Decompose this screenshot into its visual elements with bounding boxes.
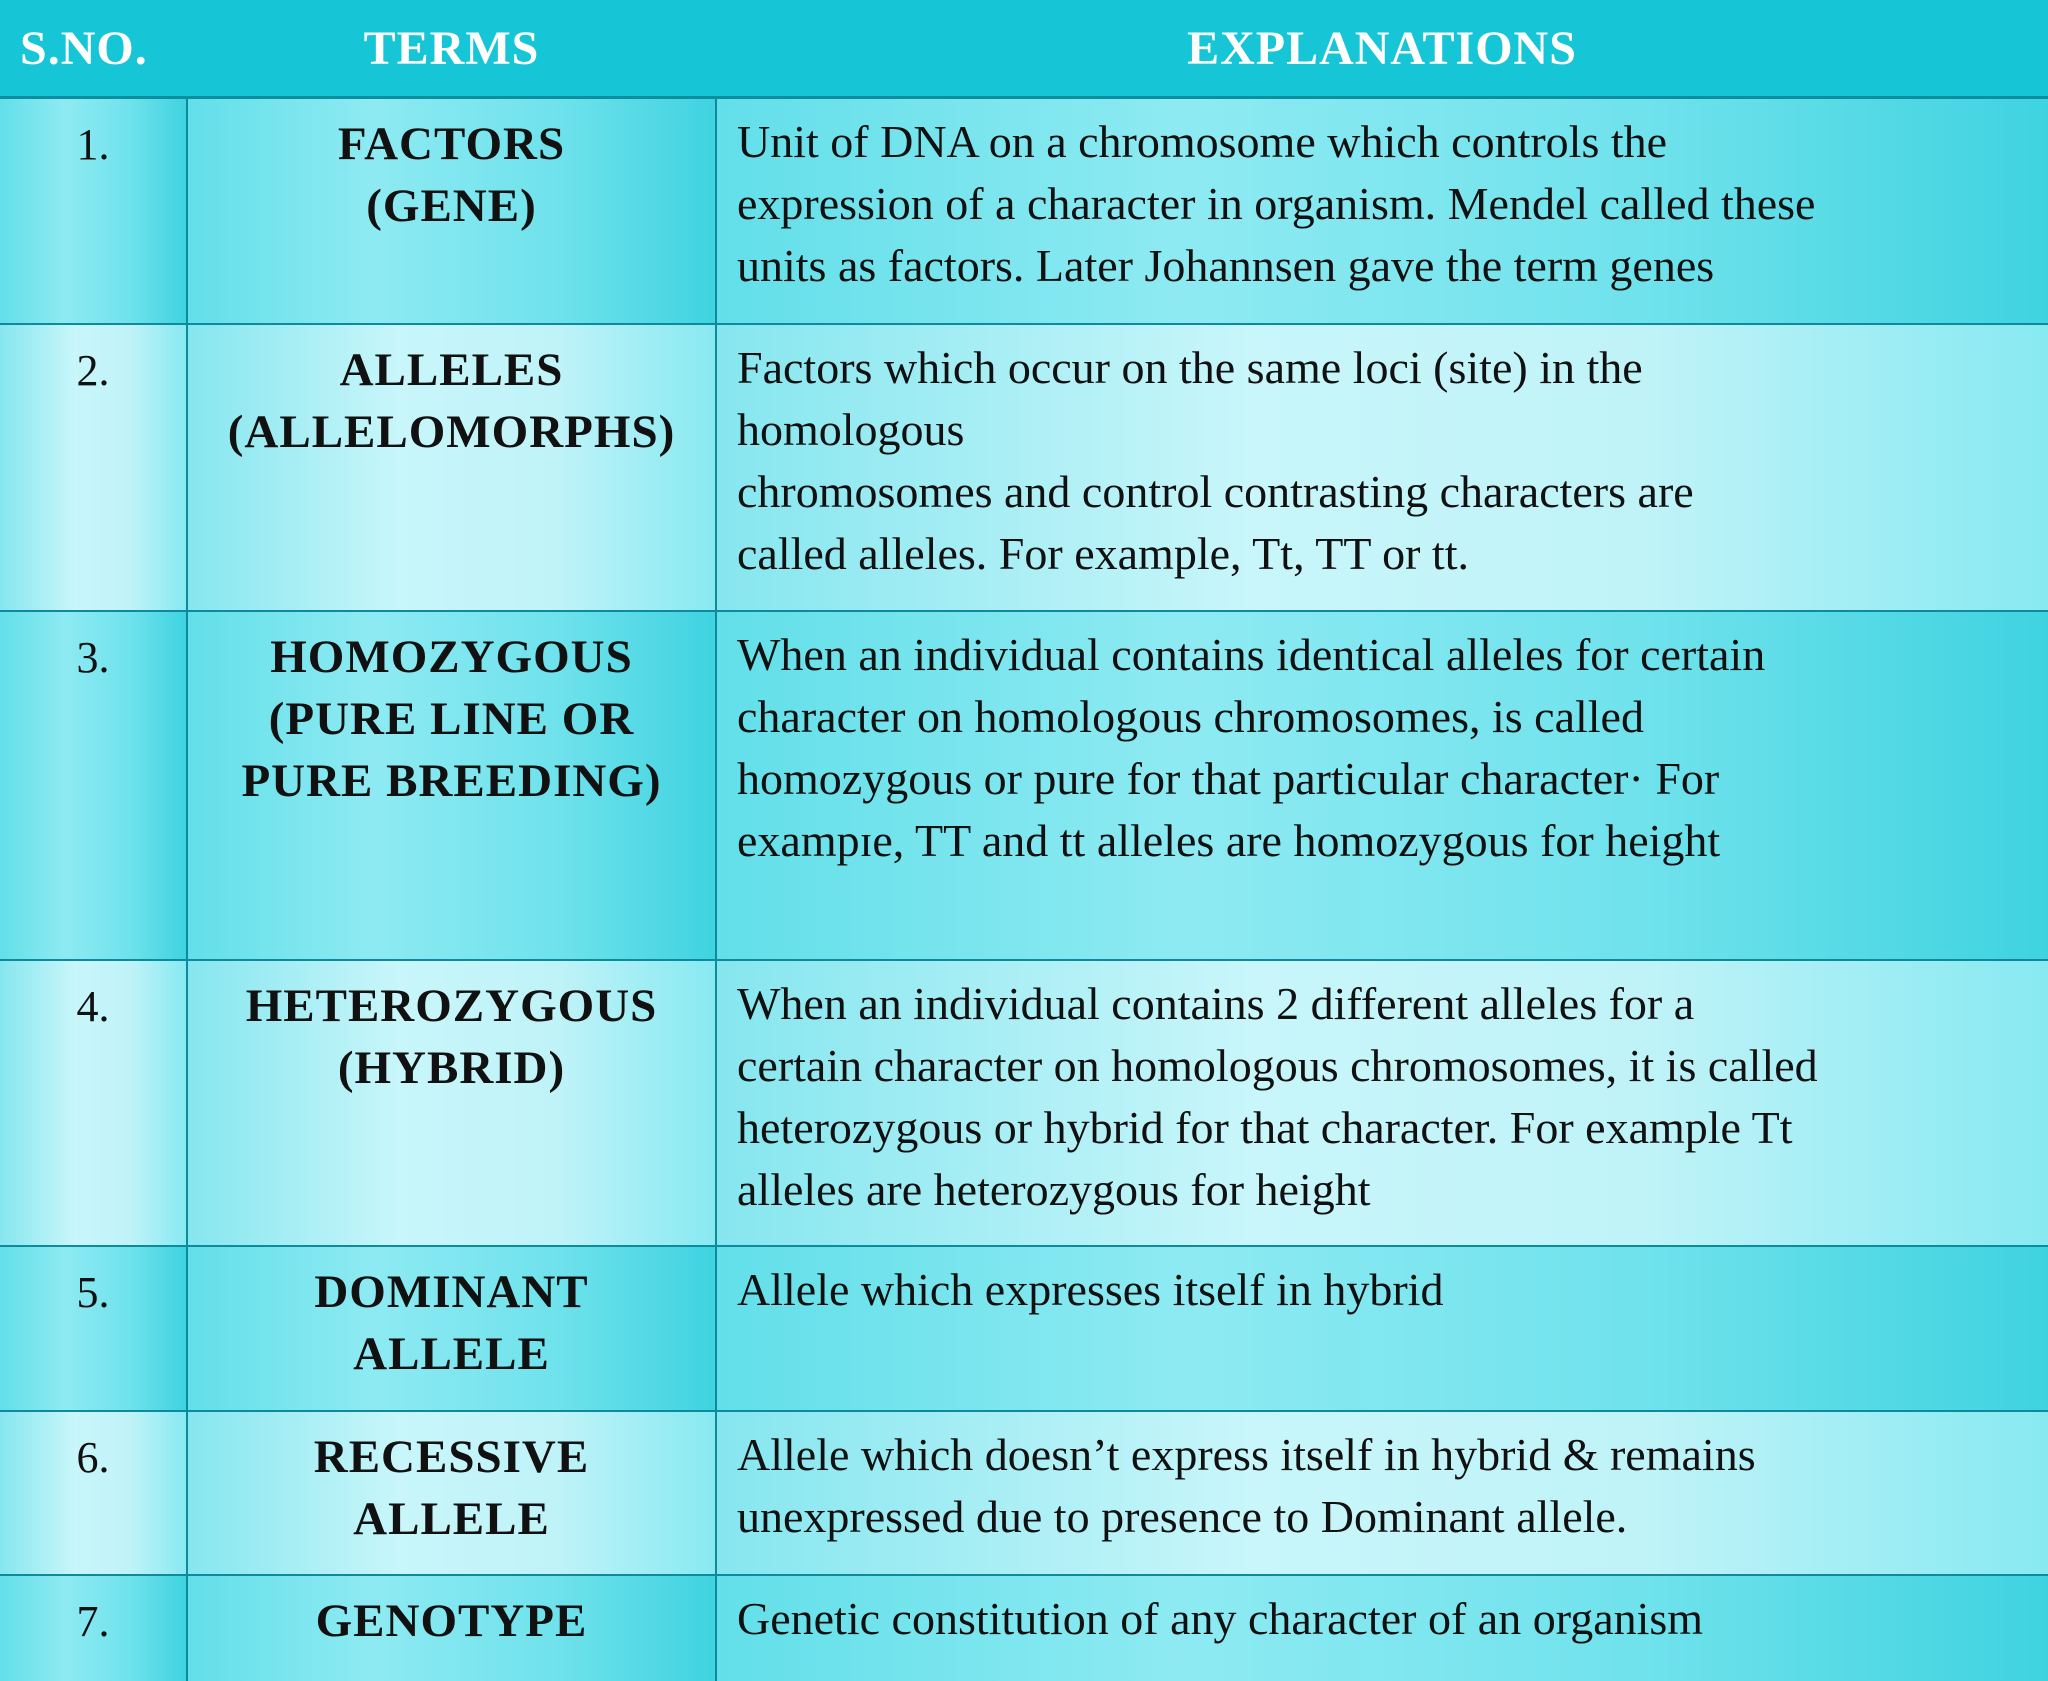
explanation-line: homozygous or pure for that particular character· For bbox=[737, 748, 2040, 810]
explanation-line: homologous bbox=[737, 399, 2040, 461]
explanation-line: unexpressed due to presence to Dominant allele. bbox=[737, 1486, 2040, 1548]
term-cell bbox=[187, 324, 716, 611]
explanation-cell bbox=[716, 1246, 2048, 1411]
term-line: ALLELES bbox=[188, 339, 715, 401]
term-line: HOMOZYGOUS bbox=[188, 626, 715, 688]
term-line: HETEROZYGOUS bbox=[188, 975, 715, 1037]
term-line: (GENE) bbox=[188, 175, 715, 237]
sno-cell: 4. bbox=[0, 960, 187, 1246]
column-header-terms: TERMS bbox=[187, 0, 716, 98]
explanation-line: Allele which doesn’t express itself in hybrid & remains bbox=[737, 1424, 2040, 1486]
table-row bbox=[0, 960, 2048, 1246]
term-line: (PURE LINE OR bbox=[188, 688, 715, 750]
term-cell bbox=[187, 1575, 716, 1681]
explanation-line: chromosomes and control contrasting characters are bbox=[737, 461, 2040, 523]
explanation-line: When an individual contains 2 different alleles for a bbox=[737, 973, 2040, 1035]
term-line: GENOTYPE bbox=[188, 1590, 715, 1652]
term-cell bbox=[187, 1246, 716, 1411]
explanation-line: When an individual contains identical alleles for certain bbox=[737, 624, 2040, 686]
explanation-line: Factors which occur on the same loci (site) in the bbox=[737, 337, 2040, 399]
table-row bbox=[0, 611, 2048, 960]
explanation-line: alleles are heterozygous for height bbox=[737, 1159, 2040, 1221]
header-row bbox=[0, 0, 2048, 98]
explanation-line: expression of a character in organism. Mendel called these bbox=[737, 173, 2040, 235]
explanation-line: called alleles. For example, Tt, TT or tt. bbox=[737, 523, 2040, 585]
explanation-cell bbox=[716, 960, 2048, 1246]
column-header-explanations: EXPLANATIONS bbox=[716, 0, 2048, 98]
term-cell bbox=[187, 611, 716, 960]
term-cell bbox=[187, 960, 716, 1246]
explanation-cell bbox=[716, 1411, 2048, 1575]
term-cell bbox=[187, 98, 716, 325]
sno-cell: 1. bbox=[0, 98, 187, 325]
term-cell bbox=[187, 1411, 716, 1575]
explanation-line: certain character on homologous chromosomes, it is called bbox=[737, 1035, 2040, 1097]
sno-cell: 2. bbox=[0, 324, 187, 611]
explanation-line: Unit of DNA on a chromosome which controls the bbox=[737, 111, 2040, 173]
column-header-sno: S.NO. bbox=[0, 0, 187, 98]
explanation-line: character on homologous chromosomes, is called bbox=[737, 686, 2040, 748]
explanation-cell bbox=[716, 98, 2048, 325]
table-row bbox=[0, 324, 2048, 611]
term-line: FACTORS bbox=[188, 113, 715, 175]
sno-cell: 5. bbox=[0, 1246, 187, 1411]
explanation-line: units as factors. Later Johannsen gave the term genes bbox=[737, 235, 2040, 297]
term-line: ALLELE bbox=[188, 1323, 715, 1385]
explanation-line: heterozygous or hybrid for that character. For example Tt bbox=[737, 1097, 2040, 1159]
sno-cell: 3. bbox=[0, 611, 187, 960]
term-line: ALLELE bbox=[188, 1488, 715, 1550]
table-header bbox=[0, 0, 2048, 98]
explanation-line: Allele which expresses itself in hybrid bbox=[737, 1259, 2040, 1321]
sno-cell: 6. bbox=[0, 1411, 187, 1575]
term-line: (HYBRID) bbox=[188, 1037, 715, 1099]
table-row bbox=[0, 1411, 2048, 1575]
explanation-cell bbox=[716, 1575, 2048, 1681]
term-line: PURE BREEDING) bbox=[188, 750, 715, 812]
term-line: RECESSIVE bbox=[188, 1426, 715, 1488]
table-row bbox=[0, 1246, 2048, 1411]
table-row bbox=[0, 1575, 2048, 1681]
explanation-line: exampɪe, TT and tt alleles are homozygous for height bbox=[737, 810, 2040, 872]
explanation-cell bbox=[716, 611, 2048, 960]
table-body bbox=[0, 98, 2048, 1681]
table-row bbox=[0, 98, 2048, 325]
term-line: (ALLELOMORPHS) bbox=[188, 401, 715, 463]
sno-cell: 7. bbox=[0, 1575, 187, 1681]
explanation-cell bbox=[716, 324, 2048, 611]
term-line: DOMINANT bbox=[188, 1261, 715, 1323]
explanation-line: Genetic constitution of any character of an organism bbox=[737, 1588, 2040, 1650]
